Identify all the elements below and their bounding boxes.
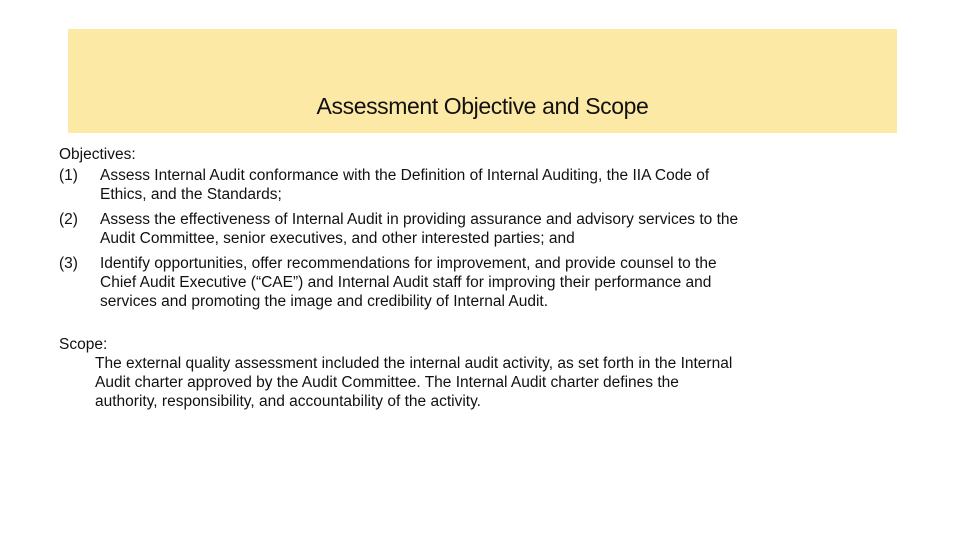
list-item-text: Assess the effectiveness of Internal Audit in providing assurance and advisory services to the: [100, 211, 739, 228]
list-item-text: services and promoting the image and credibility of Internal Audit.: [100, 293, 549, 310]
title-band: [68, 29, 897, 133]
scope-paragraph: [59, 354, 859, 411]
list-item-text: Assess Internal Audit conformance with the Definition of Internal Auditing, the IIA Code of: [100, 167, 710, 184]
scope-text-line: Audit charter approved by the Audit Committee. The Internal Audit charter defines the: [95, 374, 679, 391]
scope-section: [59, 335, 859, 411]
list-item-text: Audit Committee, senior executives, and other interested parties; and: [100, 230, 575, 247]
scope-heading: Scope:: [59, 336, 108, 353]
list-item: [59, 210, 859, 248]
list-item-text: Identify opportunities, offer recommendations for improvement, and provide counsel to the: [100, 255, 717, 272]
list-item-text: Ethics, and the Standards;: [100, 186, 282, 203]
scope-text-line: authority, responsibility, and accountability of the activity.: [95, 393, 481, 410]
scope-text-line: The external quality assessment included the internal audit activity, as set forth in the Internal: [95, 355, 733, 372]
objectives-list: [59, 166, 859, 311]
list-item: [59, 254, 859, 311]
list-item-text: Chief Audit Executive (“CAE”) and Internal Audit staff for improving their performance and: [100, 274, 712, 291]
list-item-number: (2): [59, 211, 78, 228]
slide-body: [59, 145, 859, 411]
list-item-number: (1): [59, 167, 78, 184]
list-item-number: (3): [59, 255, 78, 272]
objectives-heading: Objectives:: [59, 146, 136, 163]
list-item: [59, 166, 859, 204]
slide-title: Assessment Objective and Scope: [316, 93, 649, 119]
